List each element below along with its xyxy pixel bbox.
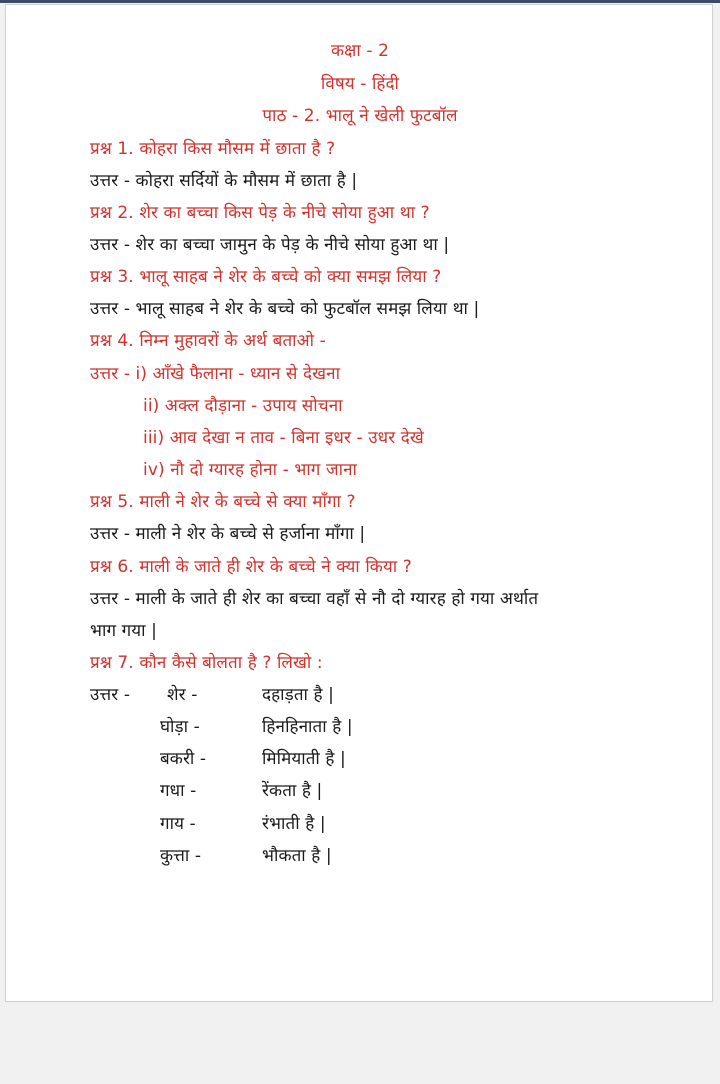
animal-sound: रंभाती है | [262,814,326,834]
answer-3: उत्तर - भालू साहब ने शेर के बच्चे को फुटबॉल समझ लिया था | [90,299,480,319]
answer-4-item-3: iii) आव देखा न ताव - बिना इधर - उधर देखे [143,428,424,448]
animal-name: शेर - [167,685,198,705]
animal-name: कुत्ता - [160,846,202,866]
answer-2: उत्तर - शेर का बच्चा जामुन के पेड़ के नीचे सोया हुआ था | [90,235,450,255]
animal-sound: भौकता है | [262,846,332,866]
answer-4-item-4: iv) नौ दो ग्यारह होना - भाग जाना [143,460,358,480]
animal-name: घोड़ा - [160,717,200,737]
animal-name: बकरी - [160,749,207,769]
animal-sound: दहाड़ता है | [262,685,335,705]
animal-name: गधा - [160,781,197,801]
question-2: प्रश्न 2. शेर का बच्चा किस पेड़ के नीचे सोया हुआ था ? [90,203,430,223]
answer-6-line-2: भाग गया | [90,621,157,641]
question-6: प्रश्न 6. माली के जाते ही शेर के बच्चे ने क्या किया ? [90,557,412,577]
answer-4-item-2: ii) अक्ल दौड़ाना - उपाय सोचना [143,396,343,416]
lesson-heading: पाठ - 2. भालू ने खेली फुटबॉल [262,106,458,126]
answer-4-item-1: उत्तर - i) आँखे फैलाना - ध्यान से देखना [90,364,341,384]
animal-sound: मिमियाती है | [262,749,346,769]
animal-sound: हिनहिनाता है | [262,717,353,737]
animal-name: गाय - [160,814,196,834]
answer-5: उत्तर - माली ने शेर के बच्चे से हर्जाना माँगा | [90,524,366,544]
question-5: प्रश्न 5. माली ने शेर के बच्चे से क्या माँगा ? [90,492,356,512]
answer-7-label: उत्तर - [90,685,131,705]
question-3: प्रश्न 3. भालू साहब ने शेर के बच्चे को क्या समझ लिया ? [90,267,442,287]
question-7: प्रश्न 7. कौन कैसे बोलता है ? लिखो : [90,653,323,673]
question-4: प्रश्न 4. निम्न मुहावरों के अर्थ बताओ - [90,331,326,351]
top-accent-bar [0,0,720,3]
answer-6-line-1: उत्तर - माली के जाते ही शेर का बच्चा वहाँ से नौ दो ग्यारह हो गया अर्थात [90,589,539,609]
answer-1: उत्तर - कोहरा सर्दियों के मौसम में छाता है | [90,171,358,191]
class-heading: कक्षा - 2 [330,41,389,61]
animal-sound: रेंकता है | [262,781,323,801]
subject-heading: विषय - हिंदी [320,74,400,94]
question-1: प्रश्न 1. कोहरा किस मौसम में छाता है ? [90,139,336,159]
